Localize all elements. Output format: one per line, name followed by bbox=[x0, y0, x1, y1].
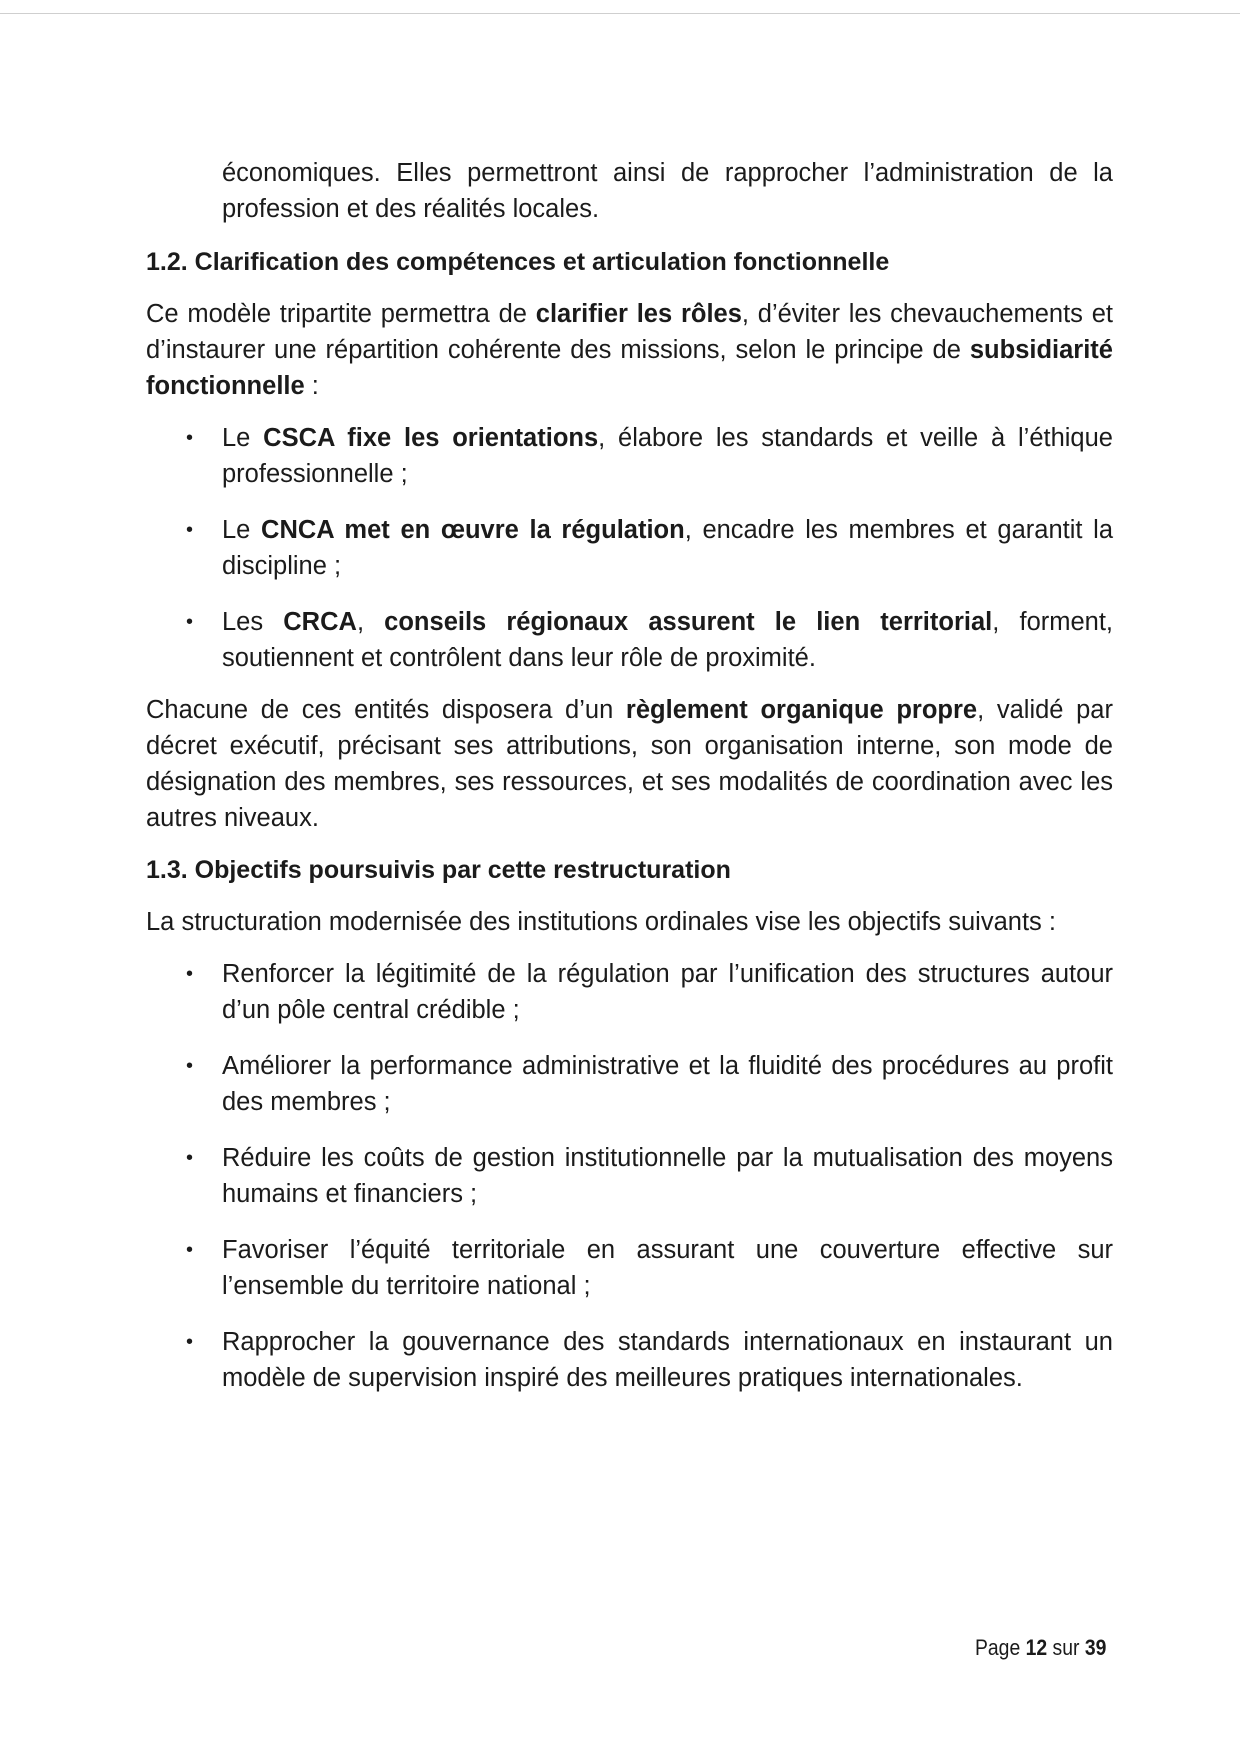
text-run: Rapprocher la gouvernance des standards internationaux en instaurant un modèle de supervision inspiré des meilleures pratiques internationales. bbox=[222, 1328, 1113, 1392]
text-run: Le bbox=[222, 516, 262, 544]
bold-run: subsidiarité fonctionnelle bbox=[146, 336, 1113, 400]
text-run: : bbox=[304, 372, 319, 400]
text-run: , forment, soutiennent et contrôlent dans leur rôle de proximité. bbox=[222, 608, 1114, 672]
page-current: 12 bbox=[1025, 1635, 1048, 1660]
bold-run: clarifier les rôles bbox=[535, 300, 742, 328]
bullet-icon: • bbox=[186, 1147, 194, 1169]
list-item bbox=[146, 1140, 1113, 1212]
list-item bbox=[146, 1232, 1113, 1304]
bullet-icon: • bbox=[186, 519, 194, 541]
list-item bbox=[146, 1048, 1113, 1120]
text-run: , élabore les standards et veille à l’éthique professionnelle ; bbox=[222, 424, 1113, 488]
text-run: Ce modèle tripartite permettra de bbox=[146, 300, 536, 328]
text-run: Le bbox=[222, 424, 264, 452]
bullet-icon: • bbox=[186, 1331, 194, 1353]
list-item bbox=[146, 420, 1113, 492]
top-rule bbox=[0, 13, 1240, 14]
bold-run: CSCA fixe les orientations bbox=[263, 424, 599, 452]
page-label: Page bbox=[975, 1635, 1021, 1660]
list-item bbox=[146, 956, 1113, 1028]
page-total: 39 bbox=[1084, 1635, 1107, 1660]
text-run: , d’éviter les chevauchements et d’instaurer une répartition cohérente des missions, selon le principe de bbox=[146, 300, 1113, 364]
document-body bbox=[146, 155, 1113, 1412]
page-separator: sur bbox=[1052, 1635, 1080, 1660]
intro-paragraph: économiques. Elles permettront ainsi de rapprocher l’administration de la profession et des réalités locales. bbox=[222, 159, 1113, 223]
text-run: , validé par décret exécutif, précisant ses attributions, son organisation interne, son mode de désignation des membres, ses ressources, et ses modalités de coordination avec les autres niveaux. bbox=[146, 696, 1113, 832]
bold-run: CRCA bbox=[283, 608, 357, 636]
roles-bullet-list bbox=[146, 420, 1113, 676]
bullet-icon: • bbox=[186, 1055, 194, 1077]
bold-run: règlement organique propre bbox=[625, 696, 978, 724]
section-1-2-paragraph-2 bbox=[146, 692, 1113, 836]
list-item bbox=[146, 512, 1113, 584]
bullet-icon: • bbox=[186, 427, 194, 449]
bullet-icon: • bbox=[186, 1239, 194, 1261]
section-1-2-paragraph-1 bbox=[146, 296, 1113, 404]
bullet-icon: • bbox=[186, 611, 194, 633]
page-number bbox=[975, 1635, 1106, 1661]
section-heading-1-3: 1.3. Objectifs poursuivis par cette restructuration bbox=[146, 856, 731, 884]
list-item bbox=[146, 1324, 1113, 1396]
bullet-icon: • bbox=[186, 963, 194, 985]
objectives-bullet-list bbox=[146, 956, 1113, 1396]
text-run: Réduire les coûts de gestion institutionnelle par la mutualisation des moyens humains et financiers ; bbox=[222, 1144, 1113, 1208]
text-run: Renforcer la légitimité de la régulation par l’unification des structures autour d’un pôle central crédible ; bbox=[222, 960, 1113, 1024]
list-item bbox=[146, 604, 1113, 676]
text-run: Chacune de ces entités disposera d’un bbox=[146, 696, 626, 724]
text-run: , encadre les membres et garantit la discipline ; bbox=[222, 516, 1113, 580]
text-run: , bbox=[356, 608, 385, 636]
section-1-3-intro: La structuration modernisée des institutions ordinales vise les objectifs suivants : bbox=[146, 908, 1056, 936]
bold-run: CNCA met en œuvre la régulation bbox=[261, 516, 685, 544]
text-run: Les bbox=[222, 608, 284, 636]
bold-run: conseils régionaux assurent le lien territorial bbox=[384, 608, 993, 636]
section-heading-1-2: 1.2. Clarification des compétences et articulation fonctionnelle bbox=[146, 248, 890, 276]
text-run: Améliorer la performance administrative et la fluidité des procédures au profit des membres ; bbox=[222, 1052, 1113, 1116]
text-run: Favoriser l’équité territoriale en assurant une couverture effective sur l’ensemble du territoire national ; bbox=[222, 1236, 1113, 1300]
